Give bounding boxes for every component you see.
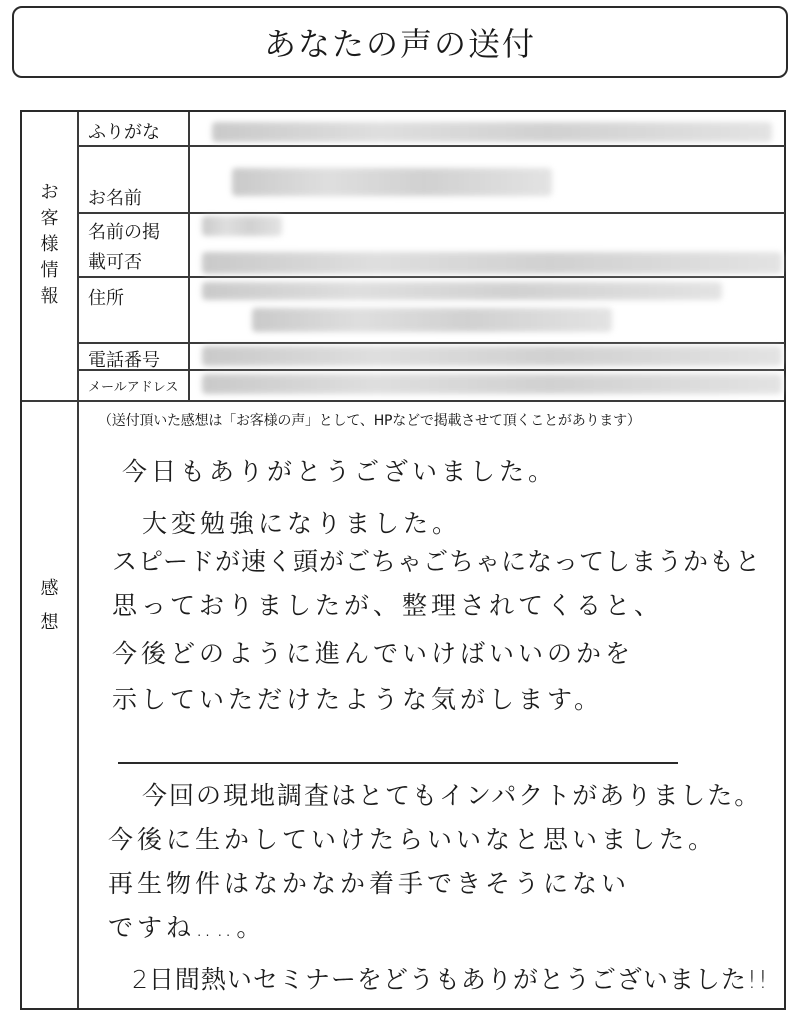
- field-column-divider: [188, 112, 190, 400]
- publish-redacted: [202, 216, 282, 236]
- impression-line: 示していただけたような気がします。: [112, 685, 604, 714]
- email-label: メールアドレス: [88, 380, 179, 395]
- row-divider: [77, 369, 785, 371]
- publish-permission-label-line1: 名前の掲: [88, 222, 160, 243]
- impression-line: 思っておりましたが、整理されてくると、: [112, 591, 664, 620]
- row-divider: [77, 212, 785, 214]
- impression-line: 2日間熱いセミナーをどうもありがとうございました!!: [132, 965, 769, 994]
- customer-info-label: お 客 様 情 報: [40, 182, 59, 307]
- furigana-label: ふりがな: [88, 122, 160, 143]
- page-title: あなたの声の送付: [263, 25, 536, 63]
- phone-label: 電話番号: [88, 350, 160, 371]
- impression-line: 今後に生かしていけたらいいなと思いました。: [108, 825, 718, 854]
- impression-line: 大変勉強になりました。: [142, 509, 462, 538]
- impression-line: スピードが速く頭がごちゃごちゃになってしまうかもと: [112, 547, 762, 576]
- address-redacted-1: [202, 252, 782, 274]
- impression-label: 感 想: [40, 578, 59, 633]
- impression-line: 今日もありがとうございました。: [122, 457, 558, 486]
- phone-redacted: [202, 346, 782, 366]
- name-label: お名前: [88, 188, 142, 209]
- row-divider: [77, 145, 785, 147]
- name-redacted: [232, 168, 552, 196]
- title-box: [12, 6, 788, 78]
- address-redacted-3: [252, 308, 612, 332]
- publish-permission-label-line2: 載可否: [88, 252, 142, 273]
- publication-notice: （送付頂いた感想は「お客様の声」として、HPなどで掲載させて頂くことがあります）: [98, 413, 641, 429]
- impression-line: ですね‥‥。: [108, 913, 266, 942]
- impression-line: 今後どのように進んでいけばいいのかを: [112, 639, 635, 668]
- address-redacted-2: [202, 282, 722, 300]
- feedback-form: [20, 110, 786, 1010]
- section-divider: [22, 400, 784, 402]
- handwritten-separator: [118, 762, 678, 764]
- furigana-redacted: [212, 122, 772, 142]
- label-column-divider: [77, 112, 79, 1008]
- row-divider: [77, 342, 785, 344]
- email-redacted: [202, 374, 782, 394]
- address-label: 住所: [88, 288, 124, 309]
- impression-line: 再生物件はなかなか着手できそうにない: [108, 869, 631, 898]
- impression-line: 今回の現地調査はとてもインパクトがありました。: [142, 781, 762, 810]
- row-divider: [77, 276, 785, 278]
